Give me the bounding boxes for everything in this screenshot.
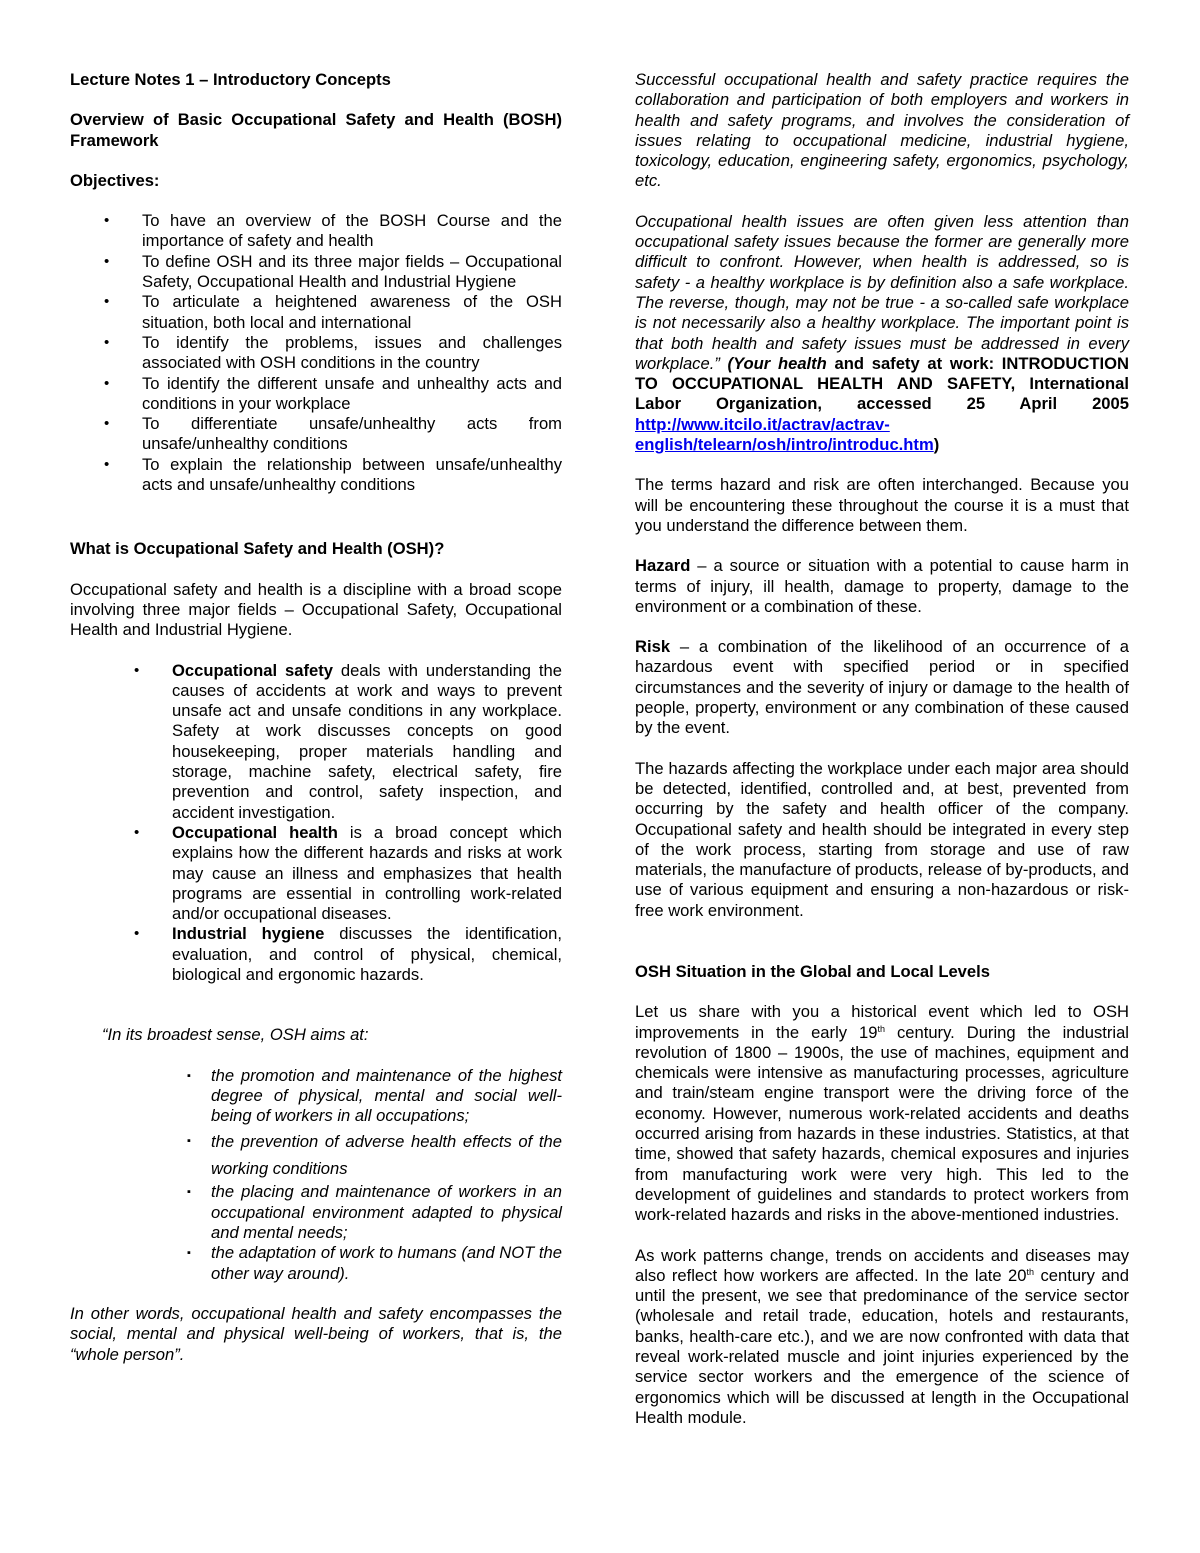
lecture-title: Lecture Notes 1 – Introductory Concepts: [70, 70, 391, 89]
risk-term: Risk: [635, 637, 671, 657]
risk-definition: [635, 637, 1129, 738]
objectives-heading: Objectives:: [70, 170, 160, 190]
objective-item: • To have an overview of the BOSH Course and the importance of safety and health: [70, 211, 562, 252]
hazards-workplace-paragraph: The hazards affecting the workplace under each major area should be detected, identified, controlled and, at best, prevented from occurring by the safety and health officer of the company. Occupational safety and health should be integrated in every step of the work process, starting from storage and use of raw materials, the manufacture of products, release of by-products, and use of various equipment and ensuring a non-hazardous or risk-free work environment.: [635, 758, 1129, 920]
citation-close: ): [933, 435, 940, 455]
left-column: [70, 70, 562, 1365]
risk-definition-text: – a combination of the likelihood of an occurrence of a hazardous event with specified period or in specified circumstances and the severity of injury or damage to the health of people, property, environment or any combination of these caused by the event.: [635, 637, 1129, 738]
aim-item: ▪ the prevention of adverse health effects of the working conditions: [70, 1128, 562, 1182]
aim-item: ▪ the promotion and maintenance of the highest degree of physical, mental and social well-being of workers in all occupations;: [70, 1066, 562, 1127]
osh-aims-list: [70, 1066, 562, 1284]
objective-item: • To identify the different unsafe and unhealthy acts and conditions in your workplace: [70, 374, 562, 415]
objective-item: • To articulate a heightened awareness of the OSH situation, both local and international: [70, 292, 562, 333]
osh-fields-list: [70, 661, 562, 986]
field-description: deals with understanding the causes of accidents at work and ways to prevent unsafe act and unsafe conditions in any workplace. Safety at work discusses concepts on good housekeeping, proper materials handling and storage, machine safety, electrical safety, fire prevention and control, safety inspection, and accident investigation.: [172, 660, 562, 822]
objective-item: • To identify the problems, issues and challenges associated with OSH conditions in the country: [70, 333, 562, 374]
objective-item: • To explain the relationship between unsafe/unhealthy acts and unsafe/unhealthy conditions: [70, 455, 562, 496]
health-issues-paragraph: [635, 212, 1129, 456]
historical-text-end: century. During the industrial revolution of 1800 – 1900s, the use of machines, equipment and chemicals were intensive as manufacturing processes, agriculture and train/steam engine transport were the driving force of the economy. However, numerous work-related accidents and deaths occurred arising from hazards in these industries. Statistics, at that time, showed that safety hazards, chemical exposures and injuries from manufacturing work were very high. This led to the development of guidelines and standards to protect workers from work-related hazards and risks in the above-mentioned industries.: [635, 1022, 1129, 1225]
hazard-risk-intro-paragraph: The terms hazard and risk are often interchanged. Because you will be encountering these throughout the course it is a must that you understand the difference between them.: [635, 475, 1129, 535]
citation-text: and safety at work: INTRODUCTION TO OCCUPATIONAL HEALTH AND SAFETY, International Labor Organization, accessed 25 April 2005: [635, 353, 1129, 414]
objective-item: • To define OSH and its three major fields – Occupational Safety, Occupational Health and Industrial Hygiene: [70, 252, 562, 293]
field-description: discusses the identification, evaluation, and control of physical, chemical, biological and ergonomic hazards.: [172, 924, 562, 984]
objective-item: • To differentiate unsafe/unhealthy acts from unsafe/unhealthy conditions: [70, 414, 562, 455]
hazard-term: Hazard: [635, 556, 691, 576]
work-patterns-text-end: century and until the present, we see that predominance of the service sector (wholesale and retail trade, education, hotels and restaurants, banks, health-care etc.), and we are now confronted with data that reveal work-related muscle and joint injuries experienced by the service sector workers and the emergence of the science of ergonomics which will be discussed at length in the Occupational Health module.: [635, 1265, 1129, 1427]
citation-title-italic: (Your health: [727, 353, 827, 373]
field-item-occupational-safety: [70, 661, 562, 823]
historical-event-paragraph: [635, 1002, 1129, 1225]
field-item-occupational-health: [70, 823, 562, 924]
aim-item: ▪ the placing and maintenance of workers in an occupational environment adapted to physical and mental needs;: [70, 1182, 562, 1243]
osh-aims-intro: “In its broadest sense, OSH aims at:: [102, 1025, 369, 1045]
what-is-osh-paragraph: Occupational safety and health is a discipline with a broad scope involving three major fields – Occupational Safety, Occupational Health and Industrial Hygiene.: [70, 579, 562, 640]
hazard-definition-text: – a source or situation with a potential to cause harm in terms of injury, ill health, damage to property, damage to the environment or a combination of these.: [635, 556, 1129, 616]
what-is-osh-heading: What is Occupational Safety and Health (OSH)?: [70, 539, 445, 559]
field-item-industrial-hygiene: [70, 924, 562, 985]
other-words-paragraph: In other words, occupational health and safety encompasses the social, mental and physical well-being of workers, that is, the “whole person”.: [70, 1303, 562, 1364]
work-patterns-paragraph: [635, 1246, 1129, 1429]
field-description: is a broad concept which explains how the different hazards and risks at work may cause an illness and emphasizes that health programs are essential in controlling work-related and/or occupational diseases.: [172, 822, 562, 924]
field-term: Occupational health: [172, 822, 338, 842]
superscript-th: th: [877, 1023, 885, 1034]
citation-link[interactable]: http://www.itcilo.it/actrav/actrav-english/telearn/osh/intro/introduc.htm: [635, 414, 934, 455]
health-issues-text: Occupational health issues are often given less attention than occupational safety issues because the former are generally more difficult to confront. However, when health is addressed, so is safety - a healthy workplace is by definition also a safe workplace. The reverse, though, may not be true - a so-called safe workplace is not necessarily also a healthy workplace. The important point is that both health and safety issues must be addressed in every workplace.”: [635, 211, 1129, 373]
right-column: [635, 70, 1129, 1428]
field-term: Occupational safety: [172, 660, 333, 680]
superscript-th: th: [1026, 1266, 1035, 1277]
historical-text-start: Let us share with you a historical event which led to OSH improvements in the early 19: [635, 1002, 1129, 1042]
aim-item: ▪ the adaptation of work to humans (and NOT the other way around).: [70, 1243, 562, 1284]
successful-practice-paragraph: Successful occupational health and safety practice requires the collaboration and participation of both employers and workers in health and safety programs, and involves the consideration of issues relating to occupational medicine, industrial hygiene, toxicology, education, engineering safety, ergonomics, psychology, etc.: [635, 70, 1129, 191]
objectives-list: [70, 211, 562, 495]
field-term: Industrial hygiene: [172, 924, 325, 944]
osh-situation-heading: OSH Situation in the Global and Local Levels: [635, 961, 990, 981]
hazard-definition: [635, 556, 1129, 617]
work-patterns-text-start: As work patterns change, trends on accidents and diseases may also reflect how workers are affected. In the late 20: [635, 1245, 1129, 1285]
overview-heading: Overview of Basic Occupational Safety and Health (BOSH) Framework: [70, 110, 562, 150]
